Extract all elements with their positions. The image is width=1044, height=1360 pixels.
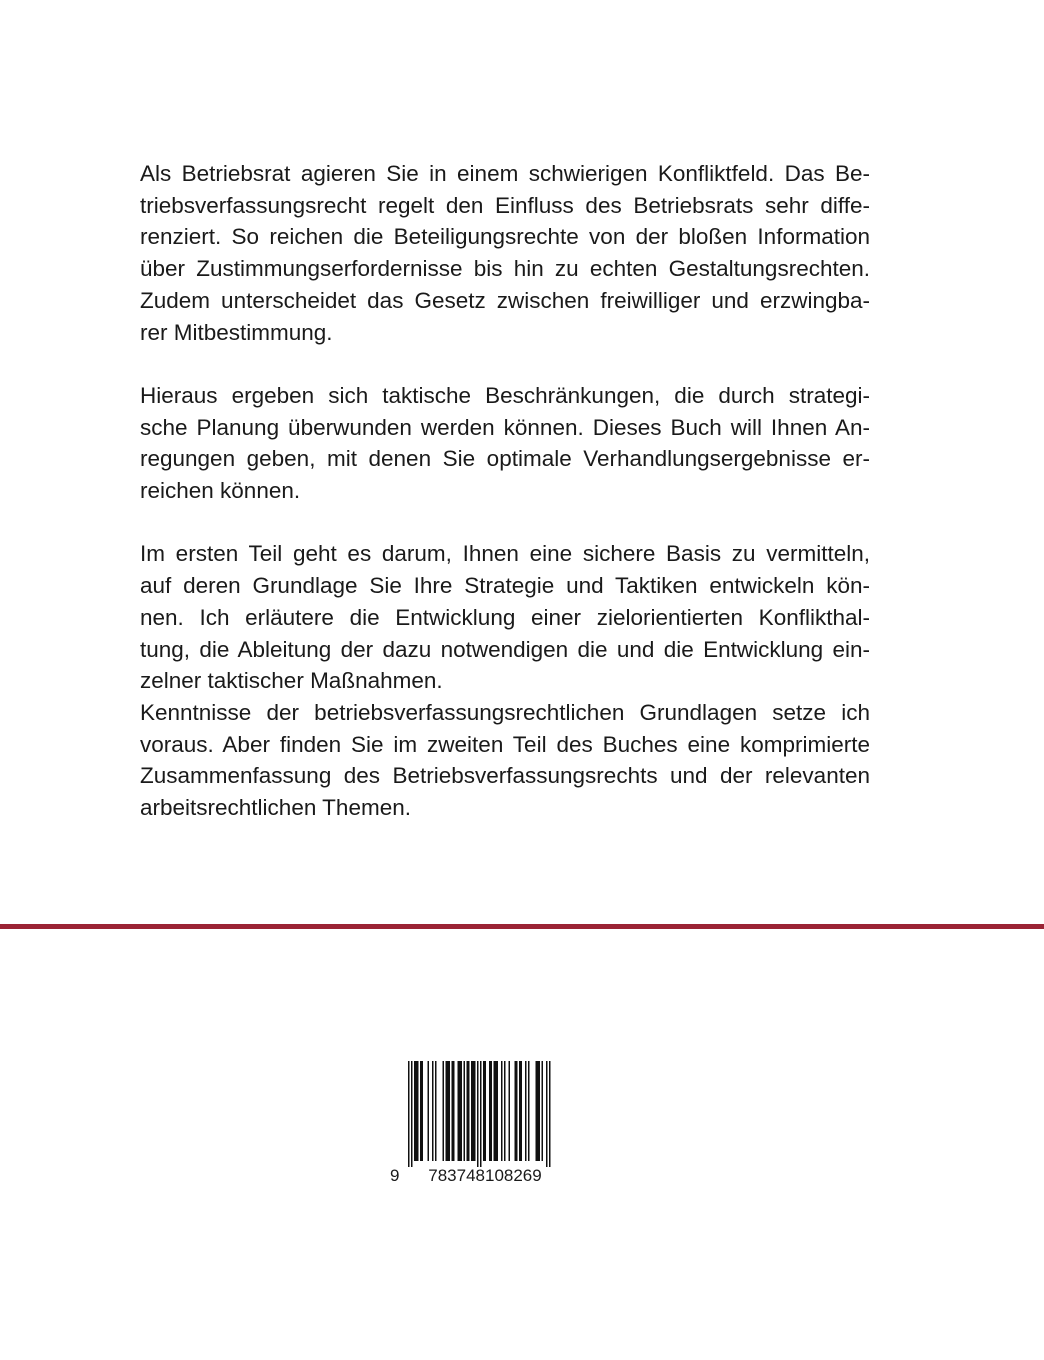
barcode-bar	[408, 1061, 410, 1167]
barcode-bar	[519, 1061, 521, 1161]
barcode-bar	[467, 1061, 469, 1161]
barcode-bar	[477, 1061, 479, 1167]
barcode-bar	[501, 1061, 503, 1161]
text-line: zelner taktischer Maßnahmen.	[140, 668, 443, 694]
isbn-first-digit: 9	[390, 1166, 400, 1185]
text-line: Als Betriebsrat agieren Sie in einem schwierigen Konfliktfeld. Das Be-	[140, 161, 870, 186]
barcode-bar	[536, 1061, 538, 1161]
barcode-bar	[452, 1061, 454, 1161]
text-line: Zusammenfassung des Betriebsverfassungsrechts und der relevanten	[140, 763, 870, 789]
barcode-bar	[537, 1061, 539, 1161]
barcode-bar	[504, 1061, 506, 1161]
barcode-bar	[546, 1061, 548, 1167]
barcode-bar	[417, 1061, 419, 1161]
barcode-bar	[414, 1061, 416, 1161]
barcode-bar	[549, 1061, 551, 1167]
barcode-bar	[471, 1061, 473, 1161]
divider-line	[0, 924, 1044, 929]
barcode-bar	[411, 1061, 413, 1167]
isbn-number	[390, 1166, 562, 1186]
text-line: tung, die Ableitung der dazu notwendigen die und die Entwicklung ein-	[140, 636, 870, 662]
paragraph-3	[140, 538, 870, 697]
barcode-bar	[464, 1061, 466, 1161]
barcode-bar	[528, 1061, 530, 1161]
barcode-bar	[516, 1061, 518, 1161]
barcode-bar	[432, 1061, 434, 1161]
blurb-text	[140, 158, 870, 824]
barcode-bar	[435, 1061, 437, 1161]
text-line: auf deren Grundlage Sie Ihre Strategie und Taktiken entwickeln kön-	[140, 573, 870, 599]
barcode-bar	[497, 1061, 499, 1161]
barcode-bar	[521, 1061, 523, 1161]
barcode-bar	[443, 1061, 445, 1161]
barcode-bar	[461, 1061, 463, 1161]
text-line: über Zustimmungserfordernisse bis hin zu echten Gestaltungsrechten.	[140, 256, 870, 282]
barcode-bar	[468, 1061, 470, 1161]
text-line: rer Mitbestimmung.	[140, 319, 333, 345]
paragraph-4	[140, 697, 870, 824]
text-line: Im ersten Teil geht es darum, Ihnen eine sichere Basis zu vermitteln,	[140, 541, 870, 567]
barcode-bar	[422, 1061, 424, 1161]
barcode-bar	[459, 1061, 461, 1161]
text-line: triebsverfassungsrecht regelt den Einfluss des Betriebsrats sehr diffe-	[140, 192, 870, 218]
barcode-bar	[447, 1061, 449, 1161]
barcode-bar	[449, 1061, 451, 1161]
barcode-bar	[525, 1061, 527, 1161]
barcode-bar	[453, 1061, 455, 1161]
isbn-digits-text: 783748108269	[428, 1166, 542, 1185]
paragraph-2	[140, 380, 870, 507]
barcode-bars	[390, 1057, 562, 1167]
text-line: arbeitsrechtlichen Themen.	[140, 795, 411, 821]
barcode-bar	[539, 1061, 541, 1161]
text-line: Kenntnisse der betriebsverfassungsrechtlichen Grundlagen setze ich	[140, 699, 870, 725]
text-line: Hieraus ergeben sich taktische Beschränkungen, die durch strategi-	[140, 382, 870, 408]
text-line: sche Planung überwunden werden können. Dieses Buch will Ihnen An-	[140, 414, 870, 440]
barcode-bar	[483, 1061, 485, 1161]
barcode-bar	[489, 1061, 491, 1161]
barcode-bar	[542, 1061, 544, 1161]
barcode-bar	[458, 1061, 460, 1161]
barcode-bar	[416, 1061, 418, 1161]
text-line: renziert. So reichen die Beteiligungsrechte von der bloßen Information	[140, 224, 870, 250]
text-line: voraus. Aber finden Sie im zweiten Teil des Buches eine komprimierte	[140, 731, 870, 757]
barcode-bar	[446, 1061, 448, 1161]
barcode-bar	[485, 1061, 487, 1161]
barcode-bar	[480, 1061, 482, 1167]
text-line: regungen geben, mit denen Sie optimale Verhandlungsergebnisse er-	[140, 446, 870, 472]
text-line: Zudem unterscheidet das Gesetz zwischen freiwilliger und erzwingba-	[140, 287, 870, 313]
barcode-bar	[420, 1061, 422, 1161]
barcode-bar	[515, 1061, 517, 1161]
text-line: nen. Ich erläutere die Entwicklung einer zielorientierten Konflikthal-	[140, 604, 870, 630]
barcode-bar	[494, 1061, 496, 1161]
paragraph-1	[140, 158, 870, 348]
barcode-bar	[509, 1061, 511, 1161]
barcode-bar	[474, 1061, 476, 1161]
text-line: reichen können.	[140, 478, 301, 504]
barcode-bar	[495, 1061, 497, 1161]
barcode-bar	[428, 1061, 430, 1161]
barcode-bar	[473, 1061, 475, 1161]
barcode-bar	[491, 1061, 493, 1161]
